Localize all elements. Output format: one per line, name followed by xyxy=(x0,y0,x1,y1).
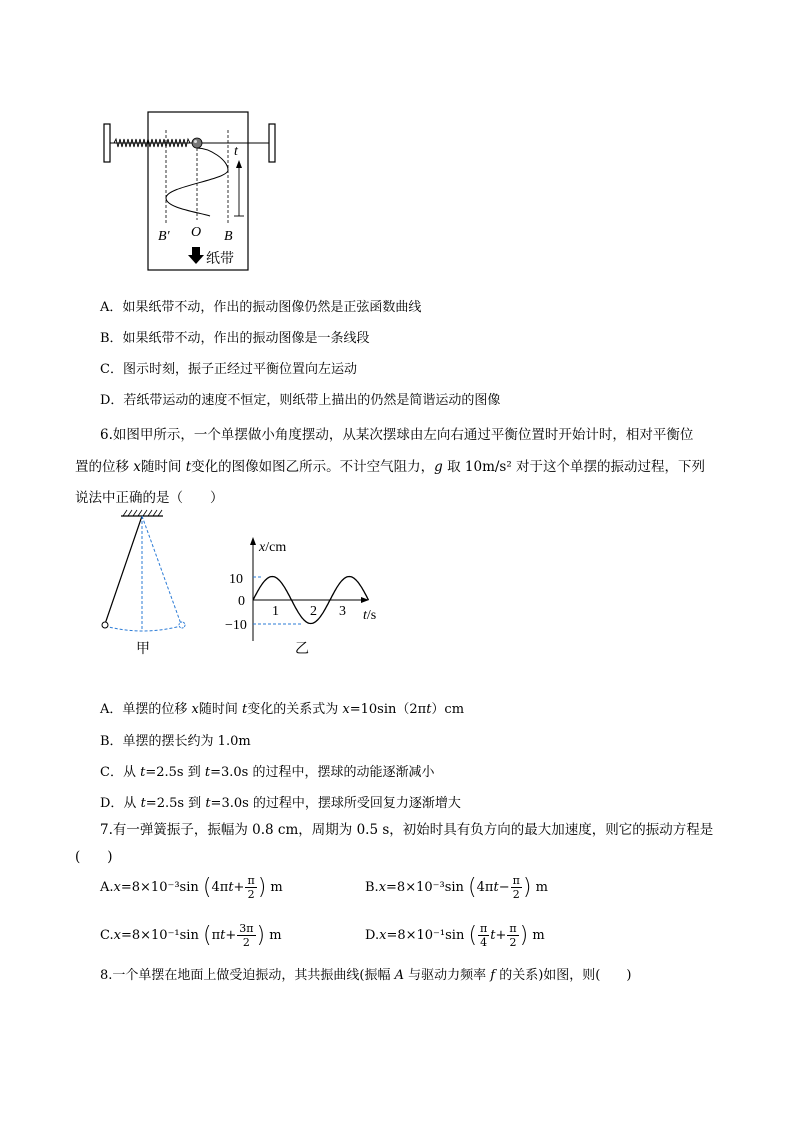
q7-option-a: A.x=8×10⁻³sin (4πt+ $\frac{\pi}{2}$ ) m xyxy=(100,874,283,901)
graph-ytick-0: 0 xyxy=(238,594,245,609)
fig1-t-label: t xyxy=(234,144,238,159)
q5-option-a: A．如果纸带不动，作出的振动图像仍然是正弦函数曲线 xyxy=(100,300,422,315)
fig1-o-label: O xyxy=(191,225,202,240)
q8-stem: 8.一个单摆在地面上做受迫振动，其共振曲线(振幅 A 与驱动力频率 f 的关系)如图，则( ) xyxy=(100,968,632,983)
q6-stem-line2: 置的位移 x随时间 t变化的图像如图乙所示。不计空气阻力，g 取 10m/s² 对于这个单摆的振动过程，下列 xyxy=(75,459,706,475)
q5-option-c: C．图示时刻，振子正经过平衡位置向左运动 xyxy=(100,362,357,377)
q5-option-d: D．若纸带运动的速度不恒定，则纸带上描出的仍然是简谐运动的图像 xyxy=(100,393,501,408)
q7-option-b: B.x=8×10⁻³sin (4πt− $\frac{\pi}{2}$ ) m xyxy=(365,874,548,901)
q6-option-a: A．单摆的位移 x随时间 t变化的关系式为 x=10sin（2πt）cm xyxy=(100,702,465,717)
q6-stem-line1: 6.如图甲所示，一个单摆做小角度摆动，从某次摆球由左向右通过平衡位置时开始计时，相对平衡位 xyxy=(100,427,694,443)
q7-stem-line1: 7.有一弹簧振子，振幅为 0.8 cm，周期为 0.5 s，初始时具有负方向的最大加速度，则它的振动方程是 xyxy=(100,822,714,838)
q7-option-d: D.x=8×10⁻¹sin ( $\frac{\pi}{4}$ t+ $\frac{\pi}{2}$ ) m xyxy=(365,922,545,949)
pendulum-figure xyxy=(95,508,205,658)
q6-option-d: D．从 t=2.5s 到 t=3.0s 的过程中，摆球所受回复力逐渐增大 xyxy=(100,796,461,811)
q7-option-c: C.x=8×10⁻¹sin (πt+ $\frac{3\pi}{2}$ ) m xyxy=(100,922,282,949)
xt-graph xyxy=(225,533,395,663)
q7-stem-line2: ( ) xyxy=(75,849,113,865)
graph-xtick-2: 2 xyxy=(310,604,317,619)
fig1-tape-label: 纸带 xyxy=(206,252,234,267)
q6-option-b: B．单摆的摆长约为 1.0m xyxy=(100,734,251,749)
q6-stem-line3: 说法中正确的是（ ） xyxy=(75,490,224,506)
q5-option-b: B．如果纸带不动，作出的振动图像是一条线段 xyxy=(100,331,370,346)
graph-ytick-10: 10 xyxy=(229,572,243,587)
oscillator-tape-figure xyxy=(100,108,285,273)
fig-jia-label: 甲 xyxy=(136,642,150,657)
fig1-bprime-label: B′ xyxy=(158,229,170,244)
graph-ytick-neg10: −10 xyxy=(225,618,247,633)
graph-xtick-1: 1 xyxy=(272,604,279,619)
graph-ylabel: x/cm xyxy=(259,540,287,555)
graph-xlabel: t/s xyxy=(363,608,377,623)
q6-option-c: C．从 t=2.5s 到 t=3.0s 的过程中，摆球的动能逐渐减小 xyxy=(100,765,435,780)
graph-xtick-3: 3 xyxy=(339,604,346,619)
fig-yi-label: 乙 xyxy=(295,642,309,657)
fig1-b-label: B xyxy=(224,229,233,244)
